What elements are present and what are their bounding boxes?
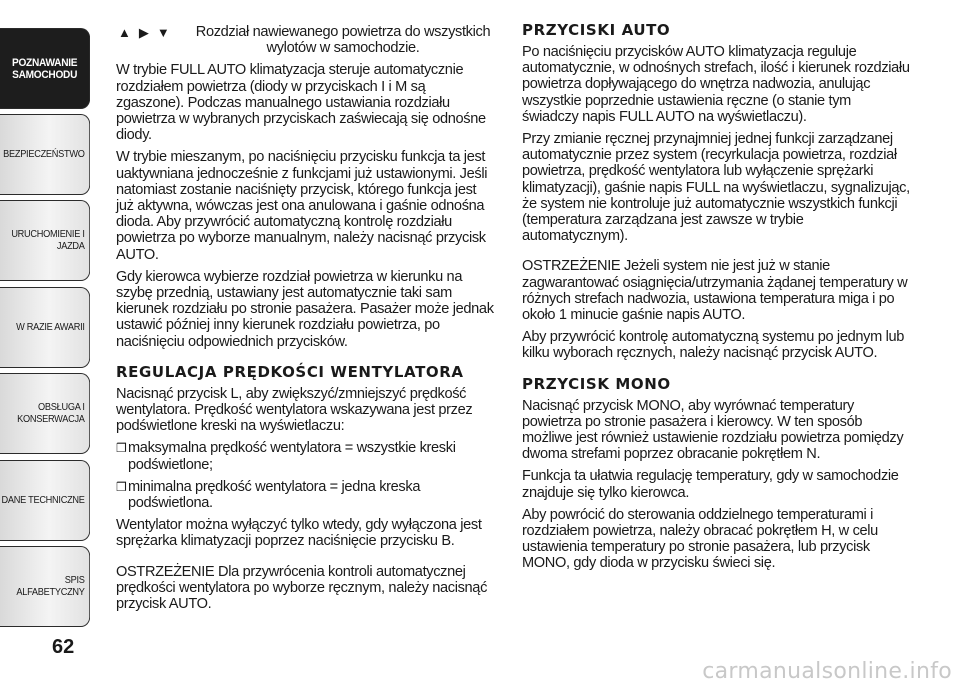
tab-uruchomienie-i-jazda[interactable]: URUCHOMIENIE I JAZDA (0, 200, 90, 281)
air-distribution-item (116, 24, 496, 56)
paragraph: Przy zmianie ręcznej przynajmniej jednej funkcji zarządzanej automatycznie przez system (recyrkulacja powietrza, rozdział powietrza, prędkość wentylatora lub wyłączenie sprężarki klimatyzacji), gaśnie napis FULL na wyświetlaczu, sygnalizując, że system nie kontroluje już automatycznie wszystkich funkcji (temperatura zarządzana jest zawsze w trybie automatycznym). (522, 131, 910, 245)
paragraph: Po naciśnięciu przycisków AUTO klimatyzacja reguluje automatycznie, w odnośnych strefach, ilość i kierunek rozdziału powietrza dopływającego do wnętrza nadwozia, anulując wszystkie poprzednie ustawienia ręczne (o stanie tym świadczy napis FULL AUTO na wyświetlaczu). (522, 44, 910, 125)
list-item-text: maksymalna prędkość wentylatora = wszystkie kreski podświetlone; (128, 440, 456, 473)
section-heading-auto-buttons: PRZYCISKI AUTO (522, 21, 671, 39)
warning-paragraph: OSTRZEŻENIE Jeżeli system nie jest już w stanie zagwarantować osiągnięcia/utrzymania żądanej temperatury w różnych strefach nadwozia, ustawiona temperatura miga i po około 1 minucie gaśnie napis AUTO. (522, 258, 908, 324)
section-heading-mono-button: PRZYCISK MONO (522, 374, 671, 393)
paragraph: W trybie FULL AUTO klimatyzacja steruje automatycznie rozdziałem powietrza (diody w przyciskach I i M są zgaszone). Podczas manualnego ustawiania rozdziału powietrza w wybranych przyciskach zaświecają się odnośne diody. (116, 62, 486, 144)
paragraph: Funkcja ta ułatwia regulację temperatury, gdy w samochodzie znajduje się tylko kierowca. (522, 468, 899, 501)
paragraph: Aby przywrócić kontrolę automatyczną systemu po jednym lub kilku wyborach ręcznych, należy nacisnąć przycisk AUTO. (522, 329, 905, 362)
tab-dane-techniczne[interactable]: DANE TECHNICZNE (0, 460, 90, 541)
paragraph: Gdy kierowca wybierze rozdział powietrza w kierunku na szybę przednią, ustawiany jest automatycznie taki sam kierunek rozdziału po stronie pasażera. Pasażer może jednak ustawić później inny kierunek rozdziału powietrza, po naciśnięciu odpowiednich przycisków. (116, 268, 494, 350)
paragraph: Nacisnąć przycisk L, aby zwiększyć/zmniejszyć prędkość wentylatora. Prędkość wentylatora wskazywana jest przez podświetlone kreski na wyświetlaczu: (116, 385, 473, 435)
tab-obsluga-i-konserwacja[interactable]: OBSŁUGA I KONSERWACJA (0, 373, 90, 454)
tab-poznawanie-samochodu[interactable]: POZNAWANIE SAMOCHODU (0, 28, 90, 109)
page-number: 62 (52, 636, 75, 658)
paragraph: Wentylator można wyłączyć tylko wtedy, gdy wyłączona jest sprężarka klimatyzacji poprzez naciśnięcie przycisku B. (116, 517, 482, 550)
left-column (116, 24, 496, 618)
paragraph: Aby powrócić do sterowania oddzielnego temperaturami i rozdziałem powietrza, należy obracać pokrętłem H, w celu ustawienia temperatury po stronie pasażera, lub przycisk MONO, gdy dioda w przycisku świeci się. (522, 506, 878, 572)
right-column (522, 21, 910, 578)
list-item-text: minimalna prędkość wentylatora = jedna kreska podświetlona. (128, 478, 421, 512)
list-item (116, 479, 496, 511)
paragraph: W trybie mieszanym, po naciśnięciu przycisku funkcja ta jest uaktywniana jednocześnie z funkcjami już ustawionymi. Jeśli natomiast zostanie naciśnięty przycisk, którego funkcja jest już aktywna, wówczas jest ona anulowana i gaśnie odnośna dioda. Aby przywrócić automatyczną kontrolę rozdziału powietrza po wyborze manualnym, należy nacisnąć przycisk AUTO. (116, 149, 488, 263)
watermark: carmanualsonline.info (702, 659, 952, 684)
warning-paragraph: OSTRZEŻENIE Dla przywrócenia kontroli automatycznej prędkości wentylatora po wyborze ręcznym, należy nacisnąć przycisk AUTO. (116, 563, 488, 613)
tab-w-razie-awarii[interactable]: W RAZIE AWARII (0, 287, 90, 368)
air-distribution-arrows-icon: ▲▶▼ (118, 25, 178, 40)
checkbox-bullet-icon: ❒ (116, 441, 127, 456)
tab-spis-alfabetyczny[interactable]: SPIS ALFABETYCZNY (0, 546, 90, 627)
air-distribution-text: Rozdział nawiewanego powietrza do wszystkich wylotów w samochodzie. (195, 24, 491, 57)
section-heading-fan-speed: REGULACJA PRĘDKOŚCI WENTYLATORA (116, 362, 464, 381)
paragraph: Nacisnąć przycisk MONO, aby wyrównać temperatury powietrza po stronie pasażera i kierowcy. W ten sposób możliwe jest również ustawienie rozdziału powietrza pomiędzy dwoma strefami poprzez obracanie pokrętłem N. (522, 397, 904, 463)
tab-bezpieczenstwo[interactable]: BEZPIECZEŃSTWO (0, 114, 90, 195)
checkbox-bullet-icon: ❒ (116, 479, 127, 494)
list-item (116, 440, 496, 472)
